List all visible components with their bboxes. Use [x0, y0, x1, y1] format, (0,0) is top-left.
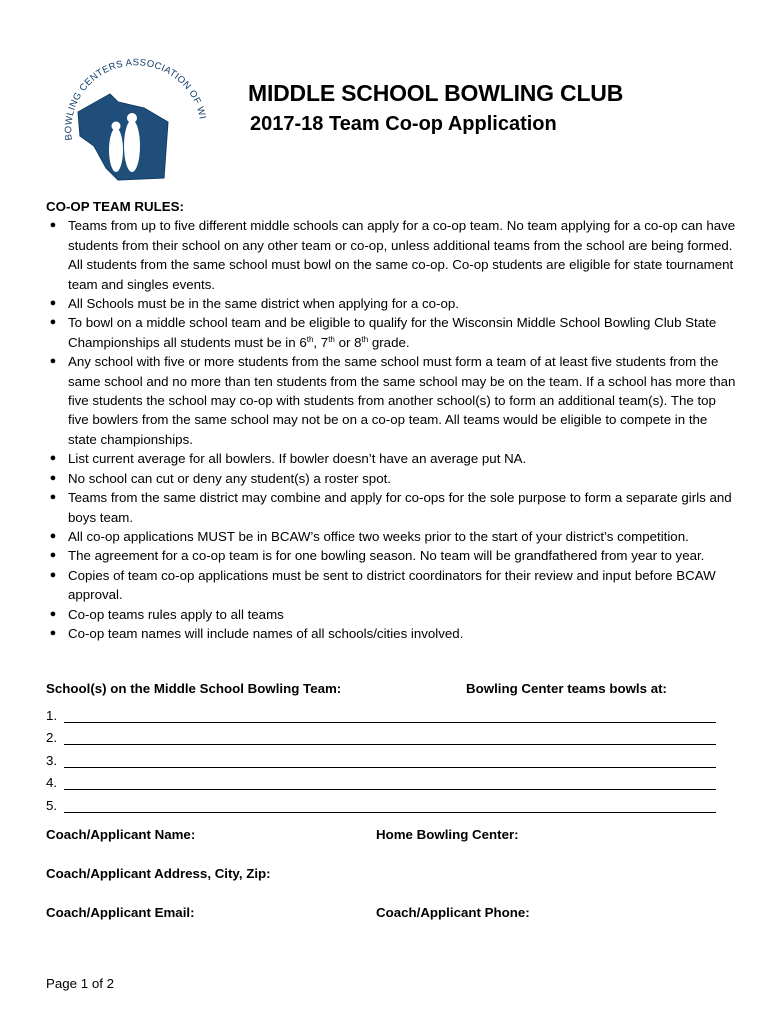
rule-item: ● Teams from the same district may combine and apply for co-ops for the sole purpose to form a separate girls and boys team. [46, 488, 736, 527]
rule-item: ● Teams from up to five different middle schools can apply for a co-op team. No team applying for a co-op can have students from their school on any other team or co-op, unless additional teams from the school are being formed. All students from the same school must bowl on the same co-op. Co-op students are eligible for state tournament team and singles events. [46, 216, 736, 294]
rules-heading: CO-OP TEAM RULES: [46, 199, 184, 214]
logo-text: BOWLING CENTERS ASSOCIATION OF WI [63, 57, 208, 141]
bowling-center-label: Bowling Center teams bowls at: [466, 681, 667, 696]
bullet-icon: ● [49, 529, 57, 542]
bowling-pin-right [124, 120, 140, 172]
rule-item: ● To bowl on a middle school team and be eligible to qualify for the Wisconsin Middle School Bowling Club State Championships all students must be in 6th, 7th or 8th grade. [46, 313, 736, 352]
bullet-icon: ● [49, 316, 57, 329]
rule-item: ● Co-op team names will include names of all schools/cities involved. [46, 624, 736, 643]
bullet-icon: ● [49, 452, 57, 465]
school-input-4[interactable] [64, 774, 716, 790]
bullet-icon: ● [49, 297, 57, 310]
school-input-1[interactable] [64, 707, 716, 723]
school-input-2[interactable] [64, 729, 716, 745]
school-line-3[interactable]: 3. [46, 745, 716, 768]
bullet-icon: ● [49, 568, 57, 581]
home-center-label: Home Bowling Center: [376, 827, 519, 842]
school-line-5[interactable]: 5. [46, 790, 716, 813]
rule-item: ● All co-op applications MUST be in BCAW’s office two weeks prior to the start of your district’s competition. [46, 527, 736, 546]
school-input-3[interactable] [64, 752, 716, 768]
school-line-2[interactable]: 2. [46, 723, 716, 746]
rules-section [46, 197, 736, 643]
school-input-5[interactable] [64, 797, 716, 813]
rule-item: ● Any school with five or more students from the same school must form a team of at least five students from the same school and no more than ten students from the same school may be on the team. If a school has more than five students the school may co-op with students from another school(s) to form an additional team(s). The top five bowlers from the same school may not be on a co-op team. All teams would be eligible to compete in the state championships. [46, 352, 736, 449]
bullet-icon: ● [49, 549, 57, 562]
schools-label: School(s) on the Middle School Bowling Team: [46, 681, 342, 696]
email-label: Coach/Applicant Email: [46, 905, 195, 920]
rule-item: ● The agreement for a co-op team is for one bowling season. No team will be grandfathered from year to year. [46, 546, 736, 565]
rule-item: ● No school can cut or deny any student(s) a roster spot. [46, 469, 736, 488]
bowling-pin-left [109, 128, 123, 172]
bullet-icon: ● [49, 607, 57, 620]
address-label: Coach/Applicant Address, City, Zip: [46, 866, 271, 881]
bullet-icon: ● [49, 491, 57, 504]
bullet-icon: ● [49, 219, 57, 232]
rule-item: ● Copies of team co-op applications must be sent to district coordinators for their review and input before BCAW approval. [46, 566, 736, 605]
coach-name-label: Coach/Applicant Name: [46, 827, 196, 842]
bullet-icon: ● [49, 471, 57, 484]
form-subtitle: 2017-18 Team Co-op Application [250, 113, 557, 135]
rule-item: ● All Schools must be in the same district when applying for a co-op. [46, 294, 736, 313]
bullet-icon: ● [49, 355, 57, 368]
bullet-icon: ● [49, 626, 57, 639]
wisconsin-shape [78, 94, 168, 180]
form-title: MIDDLE SCHOOL BOWLING CLUB [248, 80, 624, 106]
bcaw-logo [48, 50, 218, 190]
school-lines [46, 700, 716, 813]
rule-item: ● List current average for all bowlers. If bowler doesn’t have an average put NA. [46, 449, 736, 468]
phone-label: Coach/Applicant Phone: [376, 905, 530, 920]
rule-item: ● Co-op teams rules apply to all teams [46, 605, 736, 624]
school-line-4[interactable]: 4. [46, 768, 716, 791]
rules-list [46, 216, 736, 643]
page-number: Page 1 of 2 [46, 976, 115, 991]
school-line-1[interactable]: 1. [46, 700, 716, 723]
